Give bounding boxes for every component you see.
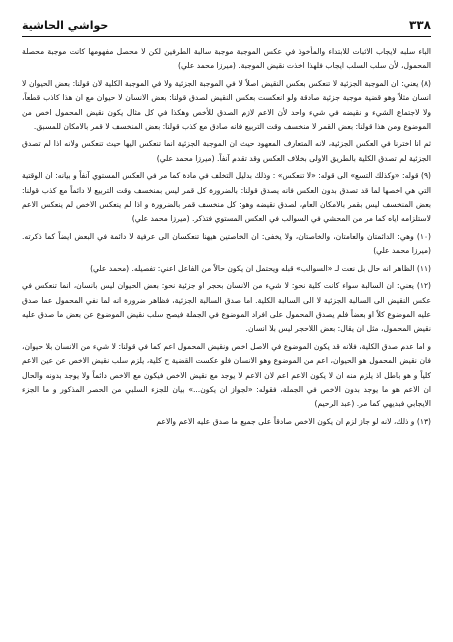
footnote-9: (٩) قوله: «وكذلك التسع» الى قوله: «لا تنعكس» : وذلك بدليل التخلف في مادة كما مر في العكس المستوي آنفاً و بيانه: ان الوقتية التي هي اخصها لما قد تصدق بدون العكس فانه يصدق قولنا: بالضرورة كل قمر ليس بمنخسف وقت التربيع لا دائماً مع كذب قولنا: بعض المنخسف ليس بقمر بالامكان العام، لصدق نقيضه وهو: كل منخسف قمر بالضرورة و اذا لم ينعكس الاخص لم ينعكس الاعم لاستلزامه اياه كما مر من المحشي في السوالب في العكس المستوي فتذكر. (ميرزا محمد علي) [22, 171, 431, 224]
footnote-11: (١١) الظاهر انه حال بل نعت لـ «السوالب» قبله ويحتمل ان يكون حالاً من الفاعل اعني: تفصيله. (محمد علي) [90, 263, 431, 273]
footnote-10: (١٠) وهي: الدائمتان والعامتان، والخاصتان، ولا يخفى: ان الخاصتين هيهنا تنعكسان الى عرفية لا دائمة في البعض ايضاً كما ذكرته. (ميرزا محمد علي) [22, 231, 431, 256]
page-header [22, 14, 431, 32]
page-number: ٣٣٨ [409, 18, 431, 32]
footnote-13: (١٣) و ذلك، لانه لو جاز لزم ان يكون الاخص صادقاً على جميع ما صدق عليه الاعم والاعم [156, 416, 431, 426]
paragraph-continuation: الباء سلبه لايجاب الاثبات للابتداء والمأخوذ في عكس الموجبة موجبة سالبة الطرفين لكن لا محصل مفهومها كانت موجبة محصلة المحمول، لأن سلب السلب ايجاب فلهذا اخذت نقيض الموجبة. (ميرزا محمد علي) [22, 47, 431, 71]
paragraph-8-continued: ثم انا اخترنا في العكس الجزئية، لانه المتعارف المعهود حيث ان الموجبة الجزئية انما تنعكس اليها حيث تنعكس ولانه اذا لم تصدق الجزئية لم تصدق الكلية بالطريق الاولى بخلاف العكس وقد تقدم آنفاً. (ميرزا محمد علي) [22, 139, 431, 163]
page-body [22, 45, 431, 429]
footnote-8: (٨) يعني: ان الموجبة الجزئية لا تنعكس بعكس النقيض اصلاً لا في الموجبة الجزئية ولا في الموجبة الكلية لان قولنا: بعض الحيوان لا انسان مثلاً وهو قضية موجبة جزئية صادقة ولو انعكست بعكس النقيض لصدق قولنا: بعض الانسان لا حيوان مع ان هذا كاذب قطعاً، ولا لاجتماع الشيء و نقيضه في شيء واحد لأن الاعم لازم الصدق للأخص وهكذا في كل مثال يكون نقيض المحمول اخص من الموضوع ومن هذا قولنا: بعض القمر لا منخسف وقت التربيع فانه صادق مع كذب قولنا: بعض المنخسف لا قمر بالامكان للمسبق. [22, 78, 431, 132]
header-rule [22, 36, 431, 37]
running-title: حواشي الحاشية [22, 19, 109, 32]
footnote-12: (١٢) يعني: ان السالبة سواء كانت كلية نحو: لا شيء من الانسان بحجر او جزئية نحو: بعض الحيوان ليس بانسان، انما تنعكس في عكس النقيض الى السالبة الجزئية لا الى السالبة الكلية. اما صدق السالبة الجزئية، فظاهر ضرورة انه لما نفي المحمول عما صدق عليه الموضوع كلاً او بعضاً فلم يصدق المحمول على افراد الموضوع في الجملة فيصح سلب نقيض الموضوع عن بعض ما صدق عليه نقيض المحمول، مثل ان يقال: بعض اللاحجر ليس بلا انسان. [22, 281, 431, 334]
paragraph-12-continued: و اما عدم صدق الكلية، فلانه قد يكون الموضوع في الاصل اخص ونقيض المحمول اعم كما في قولنا: لا شيء من الانسان بلا حيوان، فان نقيض المحمول هو الحيوان، اعم من الموضوع وهو الانسان فلو عكست القضية ح كلية، يلزم سلب نقيض الاخص عن عين الاعم كلياً و هو باطل اذ يلزم منه ان لا يكون الاعم اعم لان الاعم لا يوجد مع نقيض الاخص فيكون مع الاخص دائماً ولا يوجد بدونه والحال ان الاعم هو ما يوجد بدون الاخص في الجملة، فقوله: «لجواز ان يكون...» بيان للجزء السلبي من الحصر المذكور و ما الجزء الايجابي فبديهي كما مر. (عبد الرحيم) [22, 341, 431, 409]
